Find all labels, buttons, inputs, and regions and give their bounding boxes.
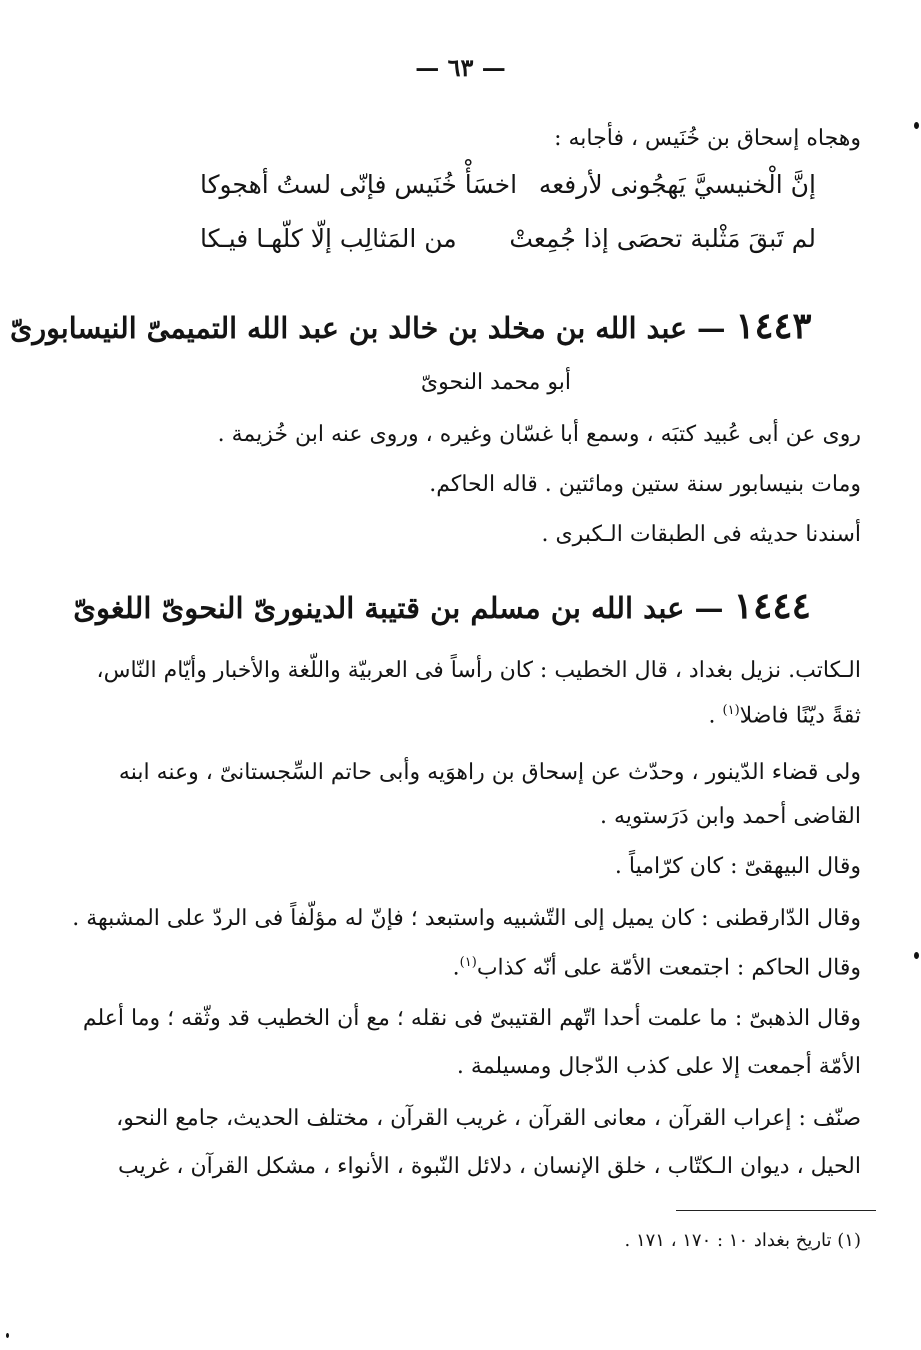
entry-1443-line-2: ومات بنيسابور سنة ستين ومائتين . قاله الحاكم. (429, 472, 861, 497)
entry-1444-line-11: الحيل ، ديوان الـكتّاب ، خلق الإنسان ، دلائل النّبوة ، الأنواء ، مشكل القرآن ، غريب (118, 1154, 861, 1179)
entry-1444-line-7-end: . (452, 955, 460, 981)
entry-1443-heading (9, 305, 811, 347)
entry-1444-line-1: الـكاتب. نزيل بغداد ، قال الخطيب : كان رأساً فى العربيّة واللّغة والأخبار وأيّام النّاس، (96, 658, 861, 683)
footnote-marker-2: (١) (459, 955, 477, 970)
entry-1443-number: ١٤٤٣ (734, 305, 811, 347)
entry-1444-line-5: وقال البيهقىّ : كان كرّامياً . (614, 854, 861, 879)
entry-1444-line-10: صنّف : إعراب القرآن ، معانى القرآن ، غريب القرآن ، مختلف الحديث، جامع النحو، (116, 1106, 861, 1131)
intro-line: وهجاه إسحاق بن خُنَيس ، فأجابه : (554, 126, 861, 151)
entry-1444-line-6: وقال الدّارقطنى : كان يميل إلى التّشبيه واستبعد ؛ فإنّ له مؤلّفاً فى الردّ على المشبهة . (72, 906, 861, 931)
entry-1443-line-1: روى عن أبى عُبيد كتبَه ، وسمع أبا غسّان وغيره ، وروى عنه ابن خُزيمة . (217, 422, 861, 447)
entry-1444-line-3: ولى قضاء الدّينور ، وحدّث عن إسحاق بن راهوَيه وأبى حاتم السِّجستانىّ ، وعنه ابنه (118, 760, 861, 785)
verse-1-hemistich-right: إنَّ الْخنيسيَّ يَهجُونى لأرفعه (538, 170, 816, 199)
entry-1444-name: عبد الله بن مسلم بن قتيبة الدينورىّ النحوىّ اللغوىّ (73, 591, 685, 625)
page-number: — ٦٣ — (415, 53, 506, 82)
entry-1444-heading (73, 585, 811, 627)
verse-1-hemistich-left: اخسَأْ خُنَيس فإنّى لستُ أهجوكا (200, 170, 518, 199)
entry-1444-line-8: وقال الذهبىّ : ما علمت أحدا اتّهم القتيبىّ فى نقله ؛ مع أن الخطيب قد وثّقه ؛ وما أعلم (82, 1006, 861, 1031)
entry-1444-line-2-end: . (708, 703, 723, 729)
entry-1444-line-4: القاضى أحمد وابن دَرَستويه . (600, 804, 861, 829)
entry-1444-line-2-text: ثقةً ديّنًا فاضلا (739, 703, 861, 729)
entry-1443-kunya: أبو محمد النحوىّ (420, 370, 571, 395)
verse-2-hemistich-right: لم تَبقَ مَثْلبة تحصَى إذا جُمِعتْ (509, 224, 816, 253)
entry-1444-dash: — (684, 591, 724, 625)
entry-1444-line-2 (709, 704, 861, 727)
margin-speck (914, 122, 919, 129)
margin-speck-3 (6, 1333, 9, 1338)
entry-1444-line-7 (453, 956, 861, 979)
entry-1443-name: عبد الله بن مخلد بن خالد بن عبد الله التميمىّ النيسابورىّ (9, 311, 687, 345)
margin-speck-2 (914, 952, 919, 959)
entry-1443-line-3: أسندنا حديثه فى الطبقات الـكبرى . (541, 522, 861, 547)
entry-1443-dash: — (686, 311, 726, 345)
footnote-separator (676, 1210, 876, 1211)
entry-1444-line-7-text: وقال الحاكم : اجتمعت الأمّة على أنّه كذاب (476, 955, 861, 981)
entry-1444-line-9: الأمّة أجمعت إلا على كذب الدّجال ومسيلمة . (456, 1054, 861, 1079)
entry-1444-number: ١٤٤٤ (733, 585, 811, 627)
footnote-marker: (١) (722, 703, 740, 718)
verse-2-hemistich-left: من المَثالِب إلّا كلّهـا فيـكا (200, 224, 457, 253)
footnote: (١) تاريخ بغداد ١٠ : ١٧٠ ، ١٧١ . (624, 1230, 861, 1251)
